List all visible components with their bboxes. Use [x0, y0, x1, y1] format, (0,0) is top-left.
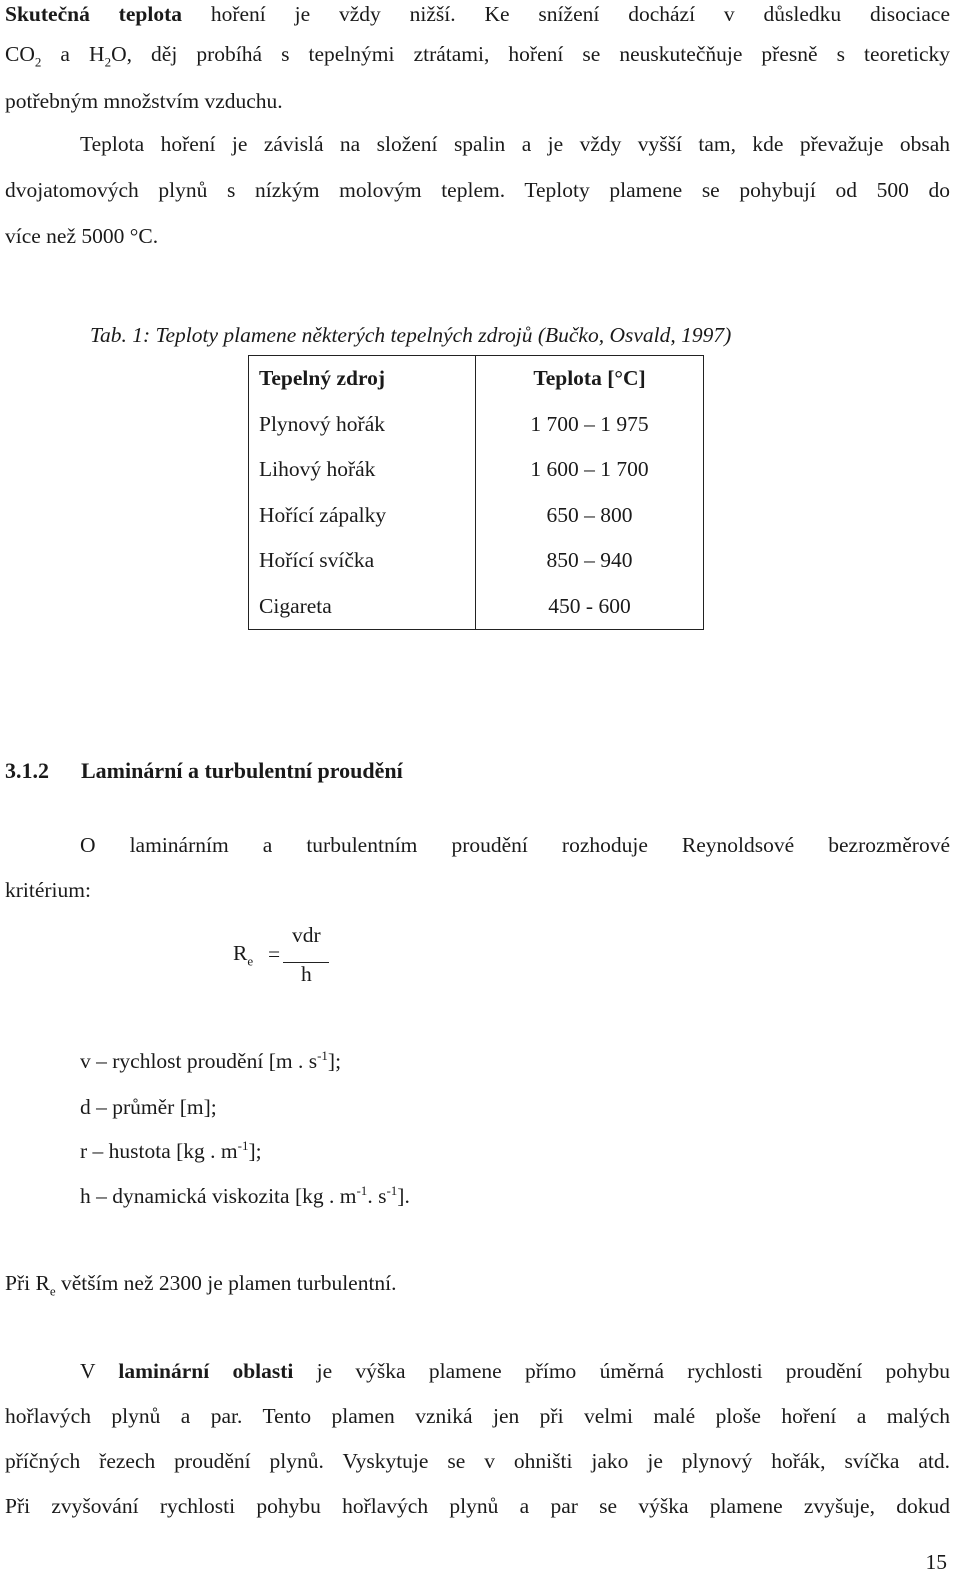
para1-line1	[5, 4, 950, 26]
text: větším než 2300 je plamen turbulentní.	[55, 1271, 397, 1295]
para5-line2: hořlavých plynů a par. Tento plamen vzniká jen při velmi malé ploše hoření a malých	[5, 1404, 950, 1428]
para3-line1: O laminárním a turbulentním proudění rozhoduje Reynoldsové bezrozměrové	[80, 833, 950, 857]
section-title: Laminární a turbulentní proudění	[81, 758, 403, 783]
para3-line2: kritérium:	[5, 878, 91, 902]
header-source: Tepelný zdroj	[249, 356, 476, 402]
text: je výška plamene přímo úměrná rychlosti proudění pohybu	[293, 1359, 950, 1383]
text: Při R	[5, 1271, 50, 1295]
formula-equals: =	[268, 942, 281, 966]
text: V	[80, 1359, 119, 1383]
table-row	[249, 447, 704, 493]
text: a H	[41, 42, 105, 66]
cell-temperature: 1 700 – 1 975	[530, 411, 649, 436]
superscript: -1	[317, 1047, 328, 1063]
subscript: 2	[104, 54, 112, 70]
table-row	[249, 538, 704, 584]
para5-line1	[80, 1361, 950, 1383]
table-row	[249, 584, 704, 630]
para2-line2: dvojatomových plynů s nízkým molovým teplem. Teploty plamene se pohybují od 500 do	[5, 178, 950, 202]
superscript: -1	[237, 1137, 249, 1153]
para1-line3: potřebným množstvím vzduchu.	[5, 89, 283, 113]
cell-temperature: 850 – 940	[546, 548, 633, 573]
cell-source: Hořící zápalky	[249, 493, 476, 539]
text: . s	[367, 1184, 387, 1208]
header-temperature: Teplota [°C]	[533, 366, 646, 391]
para4	[5, 1271, 397, 1299]
para1-line2	[5, 42, 950, 70]
section-heading	[5, 758, 403, 784]
cell-source: Lihový hořák	[249, 447, 476, 493]
table-caption: Tab. 1: Teploty plamene některých tepelných zdrojů (Bučko, Osvald, 1997)	[90, 323, 732, 347]
table-row	[249, 402, 704, 448]
text: h – dynamická viskozita [kg . m	[80, 1184, 357, 1208]
text: ];	[248, 1139, 262, 1163]
text: ].	[397, 1184, 410, 1208]
text: hoření je vždy nižší. Ke snížení dochází v důsledku disociace	[181, 2, 950, 26]
bold-term: laminární oblasti	[118, 1359, 294, 1383]
temperature-table	[248, 355, 704, 630]
formula-numerator: vdr	[292, 923, 321, 947]
cell-source: Hořící svíčka	[249, 538, 476, 584]
cell-temperature: 450 - 600	[548, 593, 631, 618]
formula-r: R	[233, 941, 248, 965]
subscript: 2	[34, 54, 42, 70]
text: CO	[5, 42, 35, 66]
superscript: -1	[356, 1182, 368, 1198]
cell-source: Plynový hořák	[249, 402, 476, 448]
section-number: 3.1.2	[5, 758, 49, 783]
formula-subscript: e	[247, 953, 254, 969]
text: ];	[327, 1049, 342, 1073]
para5-line4: Při zvyšování rychlosti pohybu hořlavých plynů a par se výška plamene zvyšuje, dokud	[5, 1494, 950, 1518]
para2-line1: Teplota hoření je závislá na složení spalin a je vždy vyšší tam, kde převažuje obsah	[80, 132, 950, 156]
definition-h	[80, 1182, 410, 1208]
table-header-row	[249, 356, 704, 402]
bold-term: Skutečná teplota	[5, 2, 182, 26]
definition-v	[80, 1047, 342, 1073]
definition-d: d – průměr [m];	[80, 1095, 217, 1119]
superscript: -1	[386, 1182, 398, 1198]
definition-r	[80, 1137, 262, 1163]
text: r – hustota [kg . m	[80, 1139, 238, 1163]
cell-temperature: 650 – 800	[546, 502, 633, 527]
table-row	[249, 493, 704, 539]
formula-denominator: h	[301, 962, 312, 986]
text: O, děj probíhá s tepelnými ztrátami, hoření se neuskutečňuje přesně s teoreticky	[111, 42, 950, 66]
formula-lhs	[233, 941, 254, 969]
text: v – rychlost proudění [m . s	[80, 1049, 318, 1073]
subscript: e	[49, 1283, 56, 1299]
para5-line3: příčných řezech proudění plynů. Vyskytuje se v ohništi jako je plynový hořák, svíčka atd.	[5, 1449, 950, 1473]
cell-temperature: 1 600 – 1 700	[530, 457, 649, 482]
page-number: 15	[925, 1550, 947, 1574]
para2-line3: více než 5000 °C.	[5, 224, 159, 248]
cell-source: Cigareta	[249, 584, 476, 630]
